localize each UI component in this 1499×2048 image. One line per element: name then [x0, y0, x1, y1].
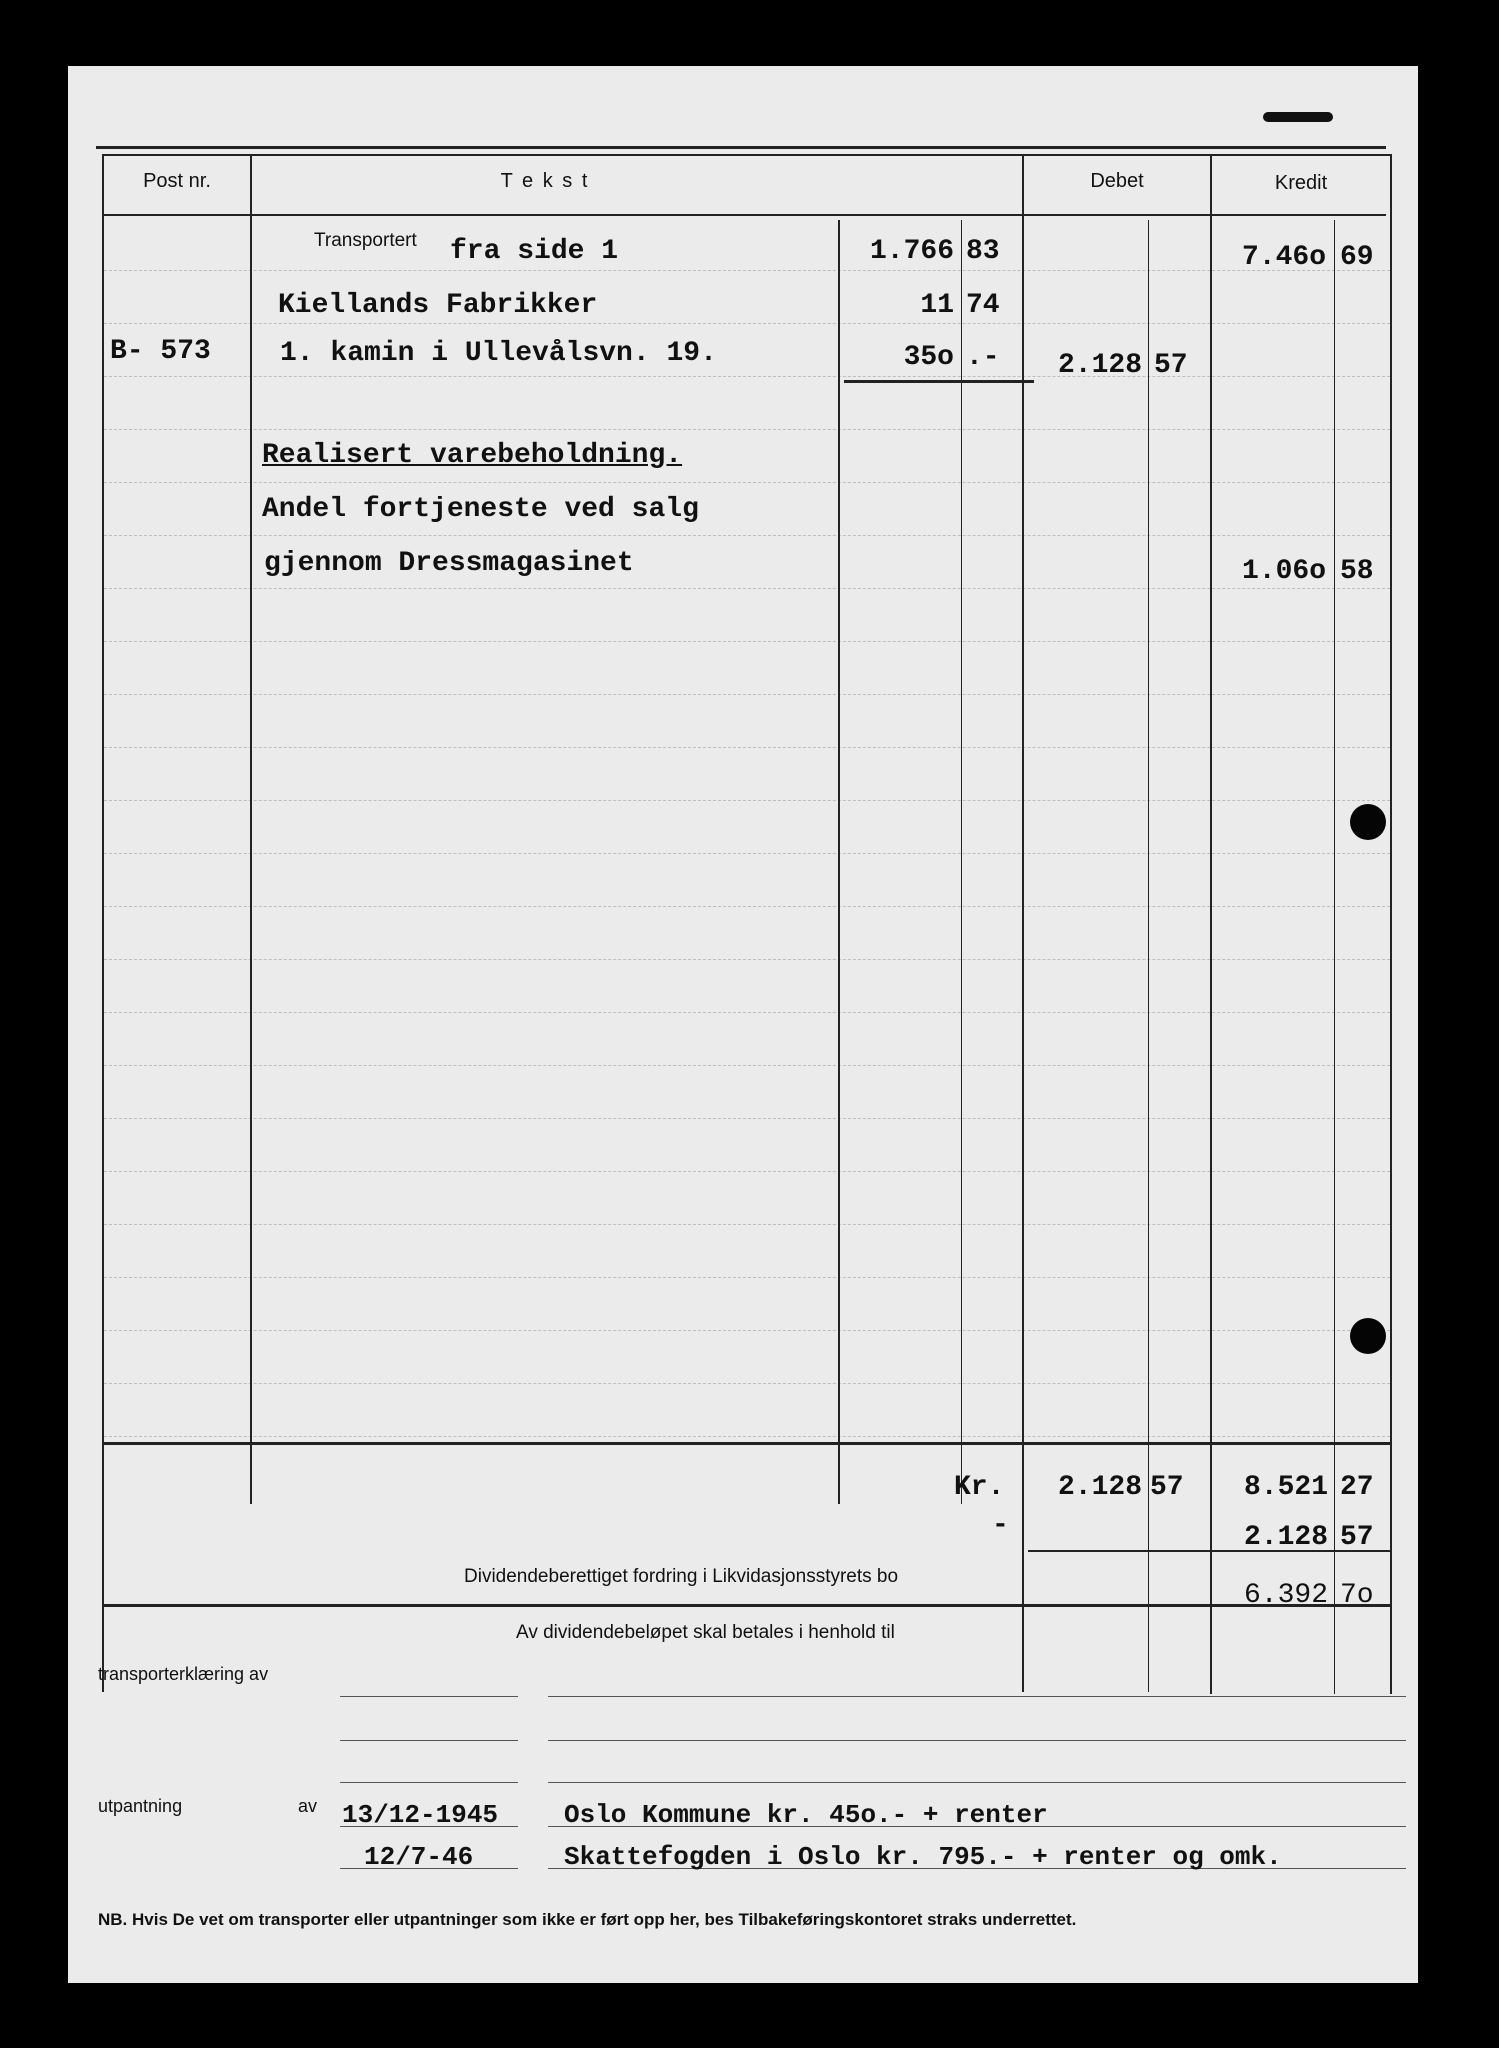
ledger-rule [104, 1065, 1390, 1066]
transportert-amount: 1.766 [869, 236, 954, 267]
ledger-rule [104, 1330, 1390, 1331]
kamin-sum-underline [844, 380, 1034, 383]
utpantning-entry1-date: 13/12-1945 [342, 1800, 499, 1830]
kredit-subtract-rule [1028, 1550, 1392, 1552]
ledger-rule [104, 694, 1390, 695]
header-post-nr: Post nr. [143, 170, 211, 192]
totals-kredit-minus-ore: 57 [1340, 1522, 1374, 1553]
utpantning-label: utpantning [98, 1796, 183, 1816]
ledger-rule [104, 323, 1390, 324]
debet-sum-ore: 57 [1154, 350, 1188, 381]
transportert-ore: 83 [966, 236, 1000, 267]
ledger-rule [104, 1383, 1390, 1384]
transport-label: transporterklæring av [98, 1664, 269, 1684]
kamin-amount: 35o [903, 342, 954, 373]
utpantning-entry2-text: Skattefogden i Oslo kr. 795.- + renter og omk. [564, 1842, 1282, 1872]
ledger-rule [104, 588, 1390, 589]
transport-line-1-right [548, 1696, 1406, 1697]
ledger-rule [104, 1436, 1390, 1437]
ledger-rule [104, 800, 1390, 801]
totals-top-rule [102, 1442, 1392, 1445]
totals-kredit-result-ore: 7o [1340, 1580, 1374, 1611]
kiellands-amount: 11 [920, 290, 954, 321]
kiellands-text: Kiellands Fabrikker [278, 290, 598, 321]
transportert-kredit: 7.46o [1241, 242, 1326, 273]
ledger-sheet [68, 66, 1418, 1983]
realisert-heading: Realisert varebeholdning. [262, 440, 683, 471]
nb-note: NB. Hvis De vet om transporter eller utpantninger som ikke er ført opp her, bes Tilbakeføringskontoret straks underrettet. [98, 1910, 1077, 1929]
transport-line-2-right [548, 1740, 1406, 1741]
punch-hole-lower [1350, 1318, 1386, 1354]
realisert-kredit-ore: 58 [1340, 556, 1374, 587]
totals-kredit-minus: 2.128 [1243, 1522, 1328, 1553]
ledger-rule [104, 747, 1390, 748]
utpantning-entry1-text: Oslo Kommune kr. 45o.- + renter [564, 1800, 1048, 1830]
av-label: av [298, 1796, 318, 1816]
col-debet-divider [1022, 154, 1024, 1692]
ledger-rule [104, 1012, 1390, 1013]
header-bottom-rule [102, 214, 1386, 216]
dividend-label: Dividendeberettiget fordring i Likvidasjonsstyrets bo [464, 1566, 899, 1587]
totals-kr-label: Kr. [954, 1472, 1005, 1503]
ledger-rule [104, 1118, 1390, 1119]
punch-hole-upper [1350, 804, 1386, 840]
totals-debet-ore: 57 [1150, 1472, 1184, 1503]
utpantning-entry2-date: 12/7-46 [364, 1842, 474, 1872]
totals-kredit: 8.521 [1243, 1472, 1328, 1503]
ledger-rule [104, 535, 1390, 536]
ledger-rule [104, 906, 1390, 907]
kiellands-ore: 74 [966, 290, 1000, 321]
ledger-rule [104, 482, 1390, 483]
ledger-rule [104, 429, 1390, 430]
transport-line-3-right [548, 1782, 1406, 1783]
header-kredit: Kredit [1274, 172, 1328, 194]
frame-left [102, 154, 104, 1692]
kamin-ore: .- [966, 342, 1000, 373]
ledger-rule [104, 1171, 1390, 1172]
ledger-rule [104, 270, 1390, 271]
transport-line-1-left [340, 1696, 518, 1697]
kamin-text: 1. kamin i Ullevålsvn. 19. [280, 338, 717, 369]
dividend-title: Av dividendebeløpet skal betales i henhold til [516, 1622, 895, 1643]
ledger-rule [104, 1277, 1390, 1278]
totals-kredit-ore: 27 [1340, 1472, 1374, 1503]
frame-header-top [102, 154, 1392, 156]
col-post-divider [250, 154, 252, 1504]
ledger-rule [104, 853, 1390, 854]
realisert-kredit: 1.06o [1241, 556, 1326, 587]
ledger-rule [104, 376, 1390, 377]
col-text-ore-divider [961, 220, 962, 1504]
col-debet-ore-divider [1148, 220, 1149, 1692]
corner-mark [1263, 112, 1333, 122]
transportert-kredit-ore: 69 [1340, 242, 1374, 273]
transportert-label: Transportert [314, 230, 417, 251]
top-rule [96, 146, 1386, 149]
andel-text: Andel fortjeneste ved salg [262, 494, 699, 525]
totals-bottom-rule [102, 1604, 1392, 1607]
post-number: B- 573 [110, 336, 211, 367]
totals-minus: - [992, 1510, 1009, 1541]
col-kredit-divider [1210, 154, 1212, 1694]
ledger-rule [104, 641, 1390, 642]
transportert-text: fra side 1 [450, 236, 619, 267]
totals-kredit-result: 6.392 [1243, 1580, 1328, 1611]
gjennom-text: gjennom Dressmagasinet [264, 548, 634, 579]
transport-line-3-left [340, 1782, 518, 1783]
ledger-rule [104, 1224, 1390, 1225]
debet-sum: 2.128 [1057, 350, 1142, 381]
col-text-divider [838, 220, 840, 1504]
totals-debet: 2.128 [1057, 1472, 1142, 1503]
header-tekst: T e k s t [500, 170, 590, 192]
transport-line-2-left [340, 1740, 518, 1741]
col-kredit-ore-divider [1334, 220, 1335, 1694]
ledger-rule [104, 959, 1390, 960]
header-debet: Debet [1090, 170, 1144, 192]
frame-right [1390, 154, 1392, 1694]
